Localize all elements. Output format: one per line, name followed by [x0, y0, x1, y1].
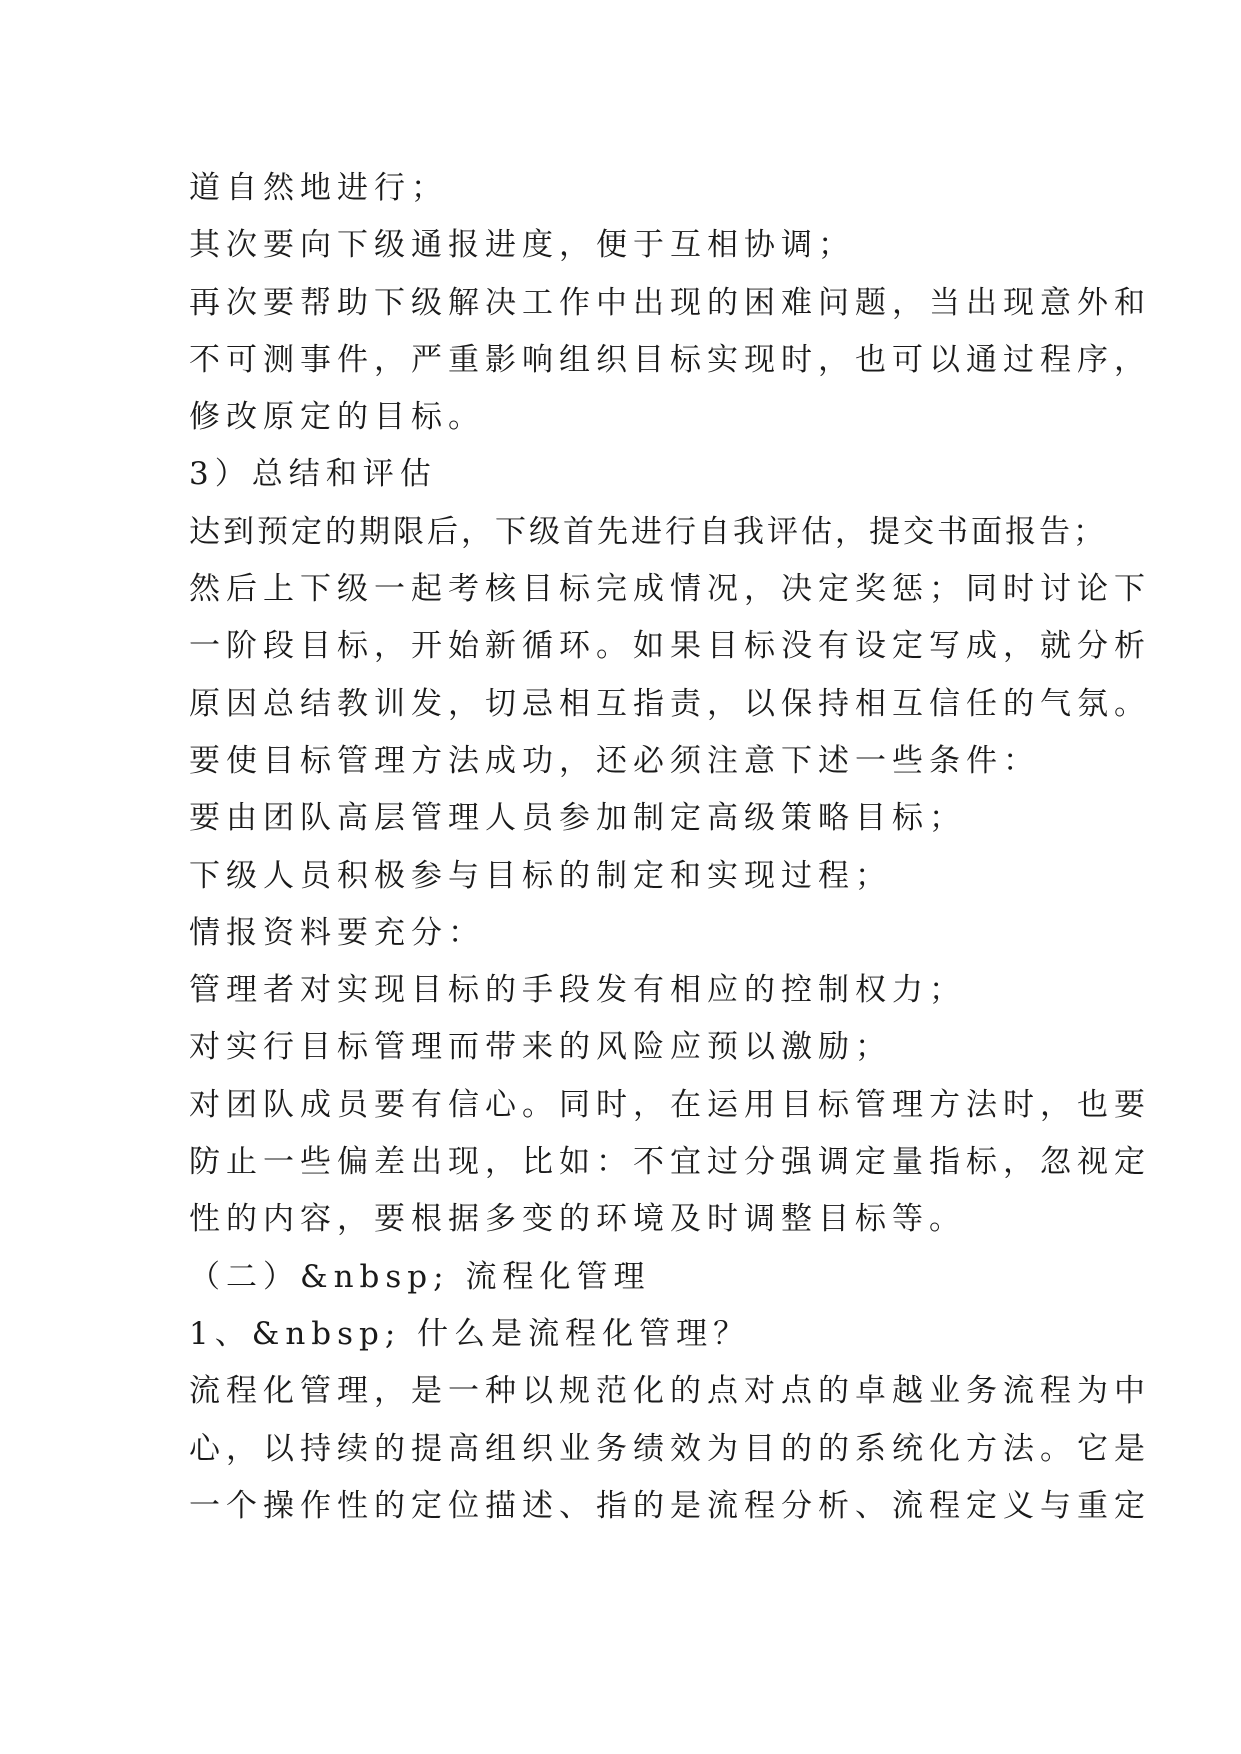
body-text-line: 性的内容，要根据多变的环境及时调整目标等。 — [189, 1201, 966, 1238]
section-heading: 3）总结和评估 — [189, 456, 437, 493]
body-text-line: 一阶段目标，开始新循环。如果目标没有设定写成，就分析 — [189, 628, 1151, 665]
body-text-line: 要使目标管理方法成功，还必须注意下述一些条件： — [189, 742, 1040, 779]
body-text-line: 再次要帮助下级解决工作中出现的困难问题，当出现意外和 — [189, 284, 1151, 321]
body-text-line: 然后上下级一起考核目标完成情况，决定奖惩；同时讨论下 — [189, 571, 1151, 608]
body-text-line: 下级人员积极参与目标的制定和实现过程； — [189, 857, 892, 894]
body-text-line: 对团队成员要有信心。同时，在运用目标管理方法时，也要 — [189, 1086, 1151, 1123]
body-text-line: 原因总结教训发，切忌相互指责，以保持相互信任的气氛。 — [189, 685, 1151, 722]
body-text-line: 心，以持续的提高组织业务绩效为目的的系统化方法。它是 — [189, 1430, 1151, 1467]
body-text-line: 不可测事件，严重影响组织目标实现时，也可以通过程序， — [189, 341, 1151, 378]
body-text-line: 流程化管理，是一种以规范化的点对点的卓越业务流程为中 — [189, 1373, 1151, 1410]
body-text-line: 达到预定的期限后，下级首先进行自我评估，提交书面报告； — [189, 513, 1107, 550]
body-text-line: 管理者对实现目标的手段发有相应的控制权力； — [189, 972, 966, 1009]
body-text-line: 道自然地进行； — [189, 170, 448, 206]
body-text-line: 情报资料要充分： — [189, 914, 485, 951]
body-text-line: 一个操作性的定位描述、指的是流程分析、流程定义与重定 — [189, 1487, 1151, 1524]
body-text-line: 防止一些偏差出现，比如：不宜过分强调定量指标，忽视定 — [189, 1144, 1151, 1181]
document-body — [189, 160, 1151, 1535]
subsection-heading: 1、&nbsp; 什么是流程化管理？ — [189, 1315, 751, 1352]
section-heading: （二）&nbsp; 流程化管理 — [189, 1258, 651, 1295]
body-text-line: 要由团队高层管理人员参加制定高级策略目标； — [189, 800, 966, 837]
body-text-line: 其次要向下级通报进度，便于互相协调； — [189, 227, 855, 264]
body-text-line: 对实行目标管理而带来的风险应预以激励； — [189, 1029, 892, 1066]
body-text-line: 修改原定的目标。 — [189, 399, 485, 436]
